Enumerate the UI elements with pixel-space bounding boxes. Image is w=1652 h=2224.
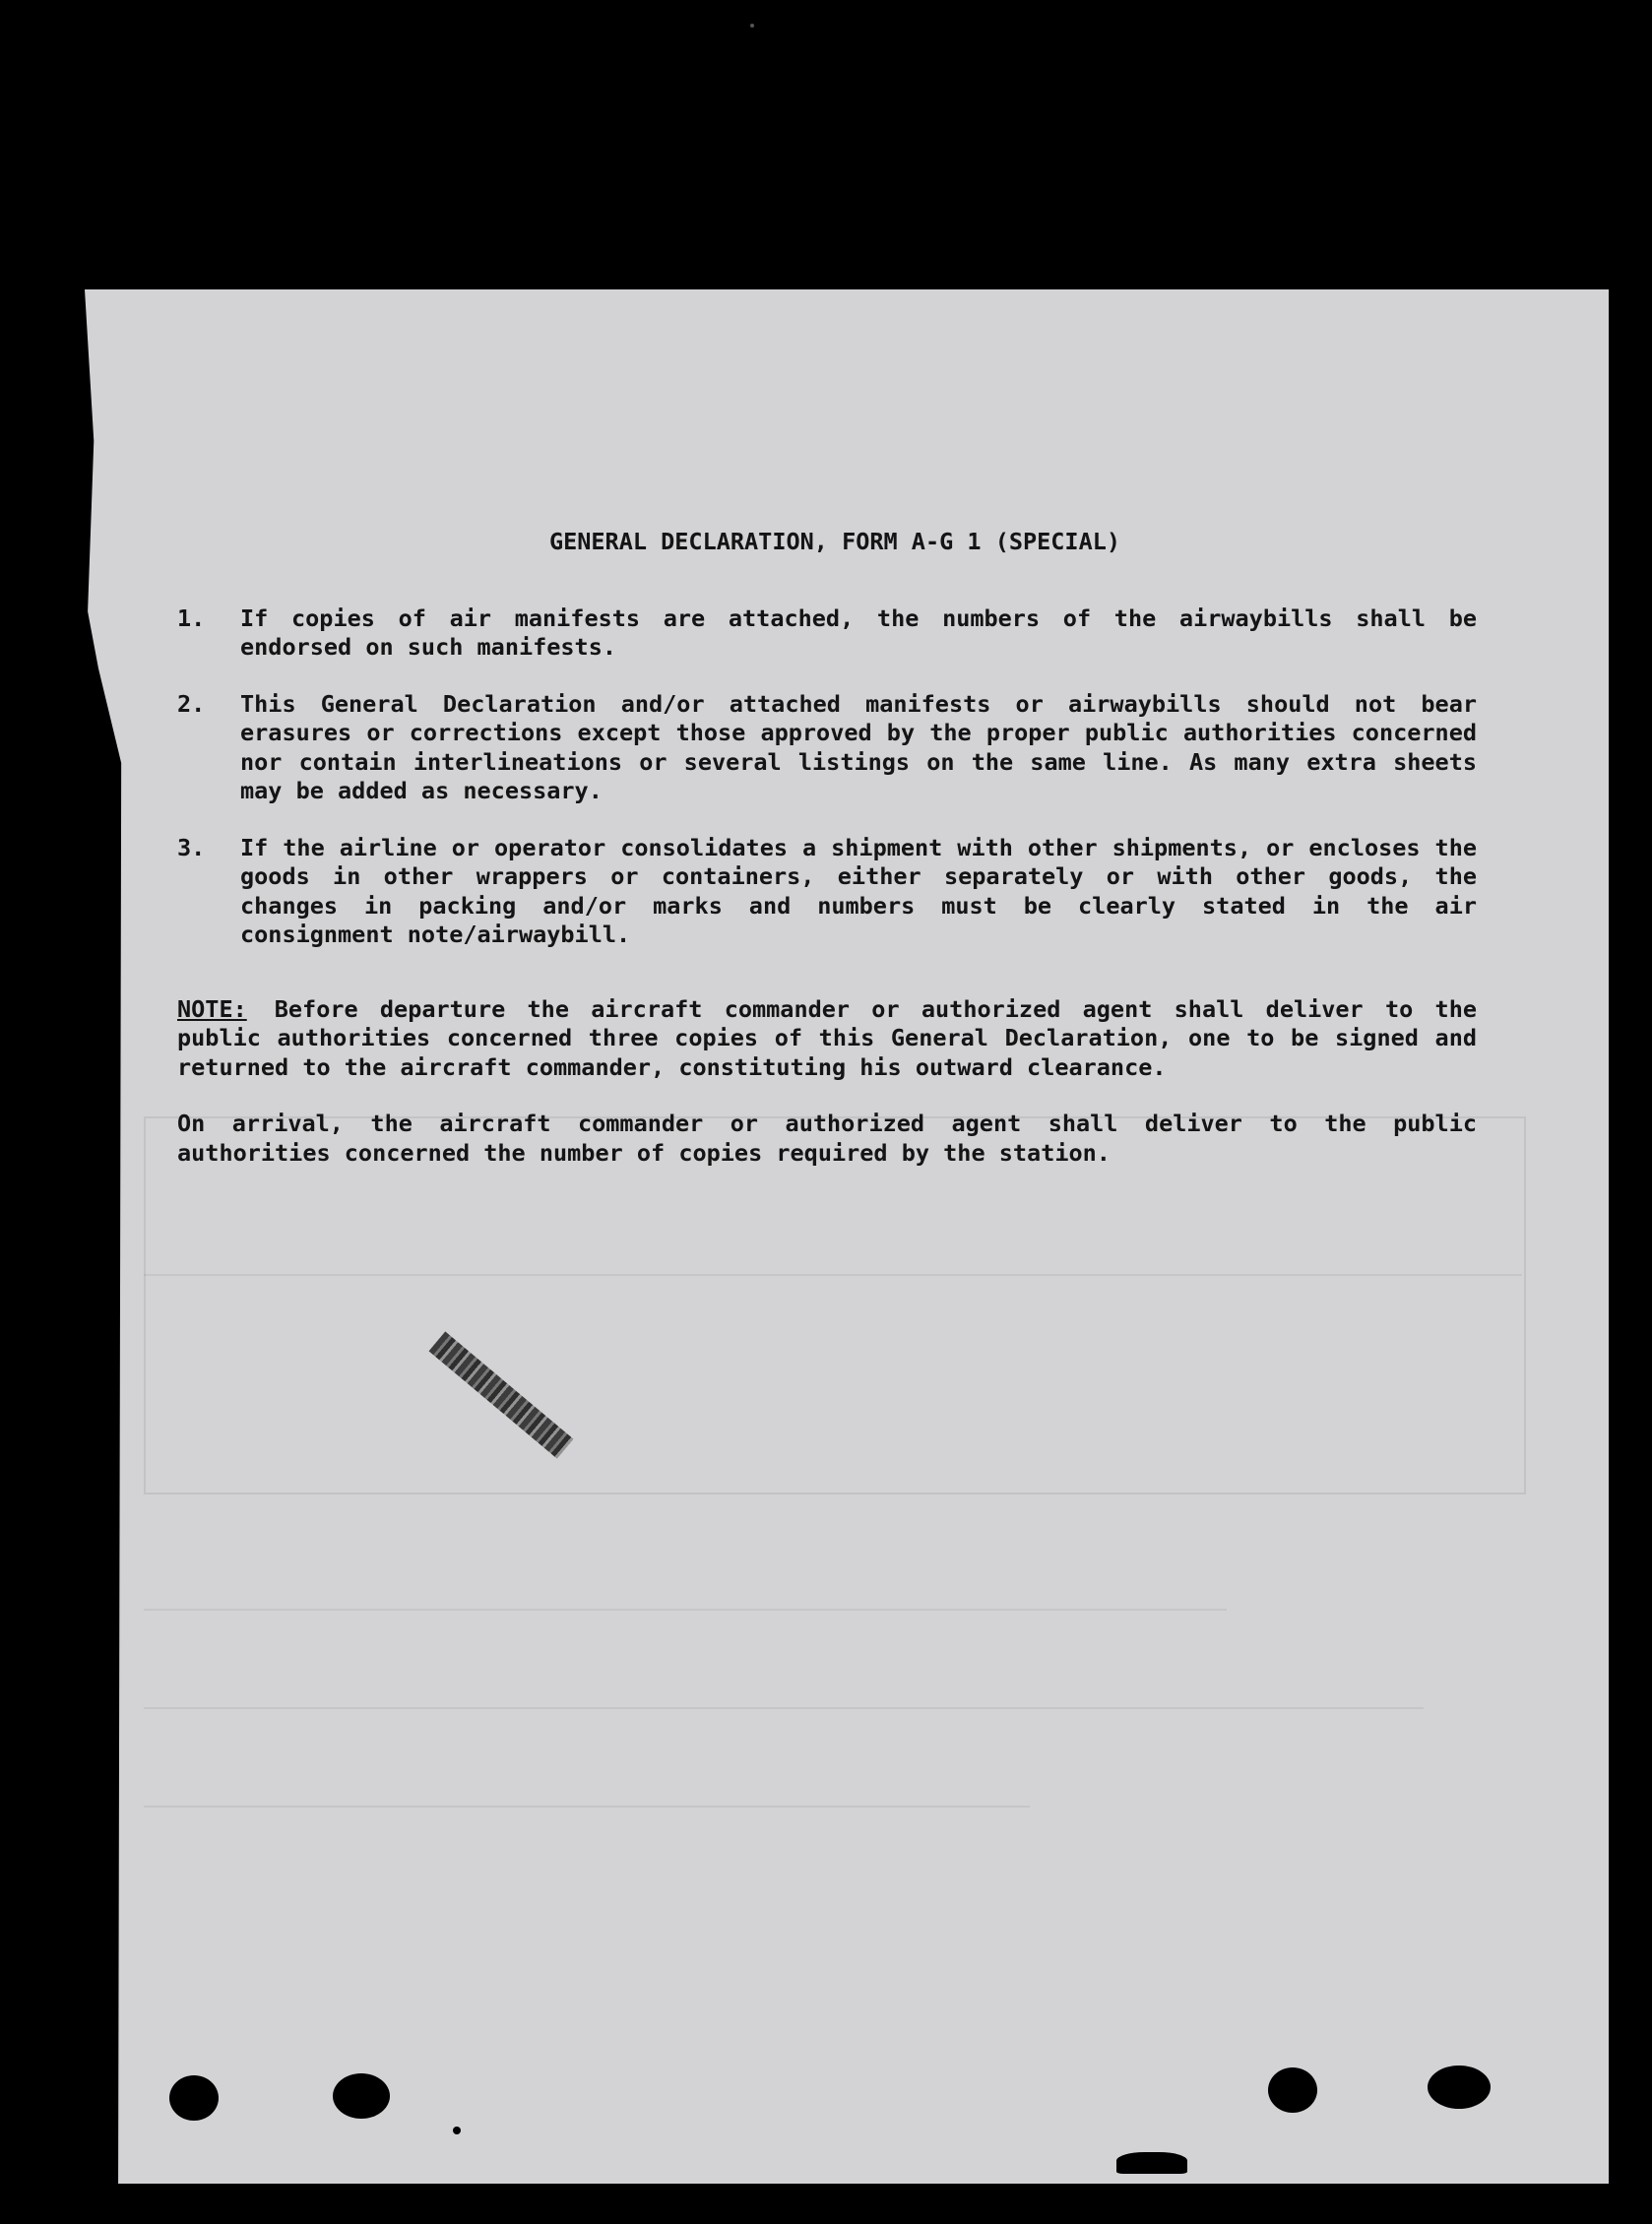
instruction-item-2 — [177, 690, 1477, 806]
bleed-through-line — [144, 1806, 1030, 1808]
instruction-item-1 — [177, 604, 1477, 663]
item-text: If copies of air manifests are attached, the numbers of the airwaybills shall be endorsed on such manifests. — [240, 604, 1477, 661]
speck — [750, 24, 754, 28]
note-text: Before departure the aircraft commander or authorized agent shall deliver to the public authorities concerned three copies of this General Declaration, one to be signed and returned to the aircraft commander, constituting his outward clearance. — [177, 994, 1477, 1081]
item-number: 2. — [177, 689, 206, 718]
note-paragraph — [177, 995, 1477, 1083]
torn-mark — [1116, 2152, 1187, 2174]
item-number: 3. — [177, 833, 206, 861]
bleed-through-line — [144, 1609, 1227, 1611]
instruction-item-3 — [177, 834, 1477, 950]
item-text: If the airline or operator consolidates a shipment with other shipments, or encloses the goods in other wrappers or containers, either separately or with other goods, the changes in packing and/or marks and numbers must be clearly stated in the air consignment note/airwaybill. — [240, 833, 1477, 948]
arrival-paragraph: On arrival, the aircraft commander or authorized agent shall deliver to the public authorities concerned the number of copies required by the station. — [177, 1110, 1477, 1167]
document-title: GENERAL DECLARATION, FORM A-G 1 (SPECIAL) — [548, 528, 1121, 555]
punch-hole — [1268, 2067, 1317, 2113]
declaration-content — [177, 528, 1477, 1195]
item-number: 1. — [177, 604, 206, 632]
bleed-through-line — [144, 1274, 1522, 1276]
punch-hole — [333, 2073, 390, 2119]
item-text: This General Declaration and/or attached manifests or airwaybills should not bear erasures or corrections except those approved by the proper public authorities concerned nor contain interlineations or several listings on the same line. As many extra sheets may be added as necessary. — [240, 689, 1477, 804]
punch-hole — [169, 2075, 219, 2121]
speck — [453, 2127, 461, 2134]
note-label: NOTE: — [177, 994, 247, 1023]
punch-hole — [1428, 2065, 1491, 2109]
bleed-through-line — [144, 1707, 1424, 1709]
